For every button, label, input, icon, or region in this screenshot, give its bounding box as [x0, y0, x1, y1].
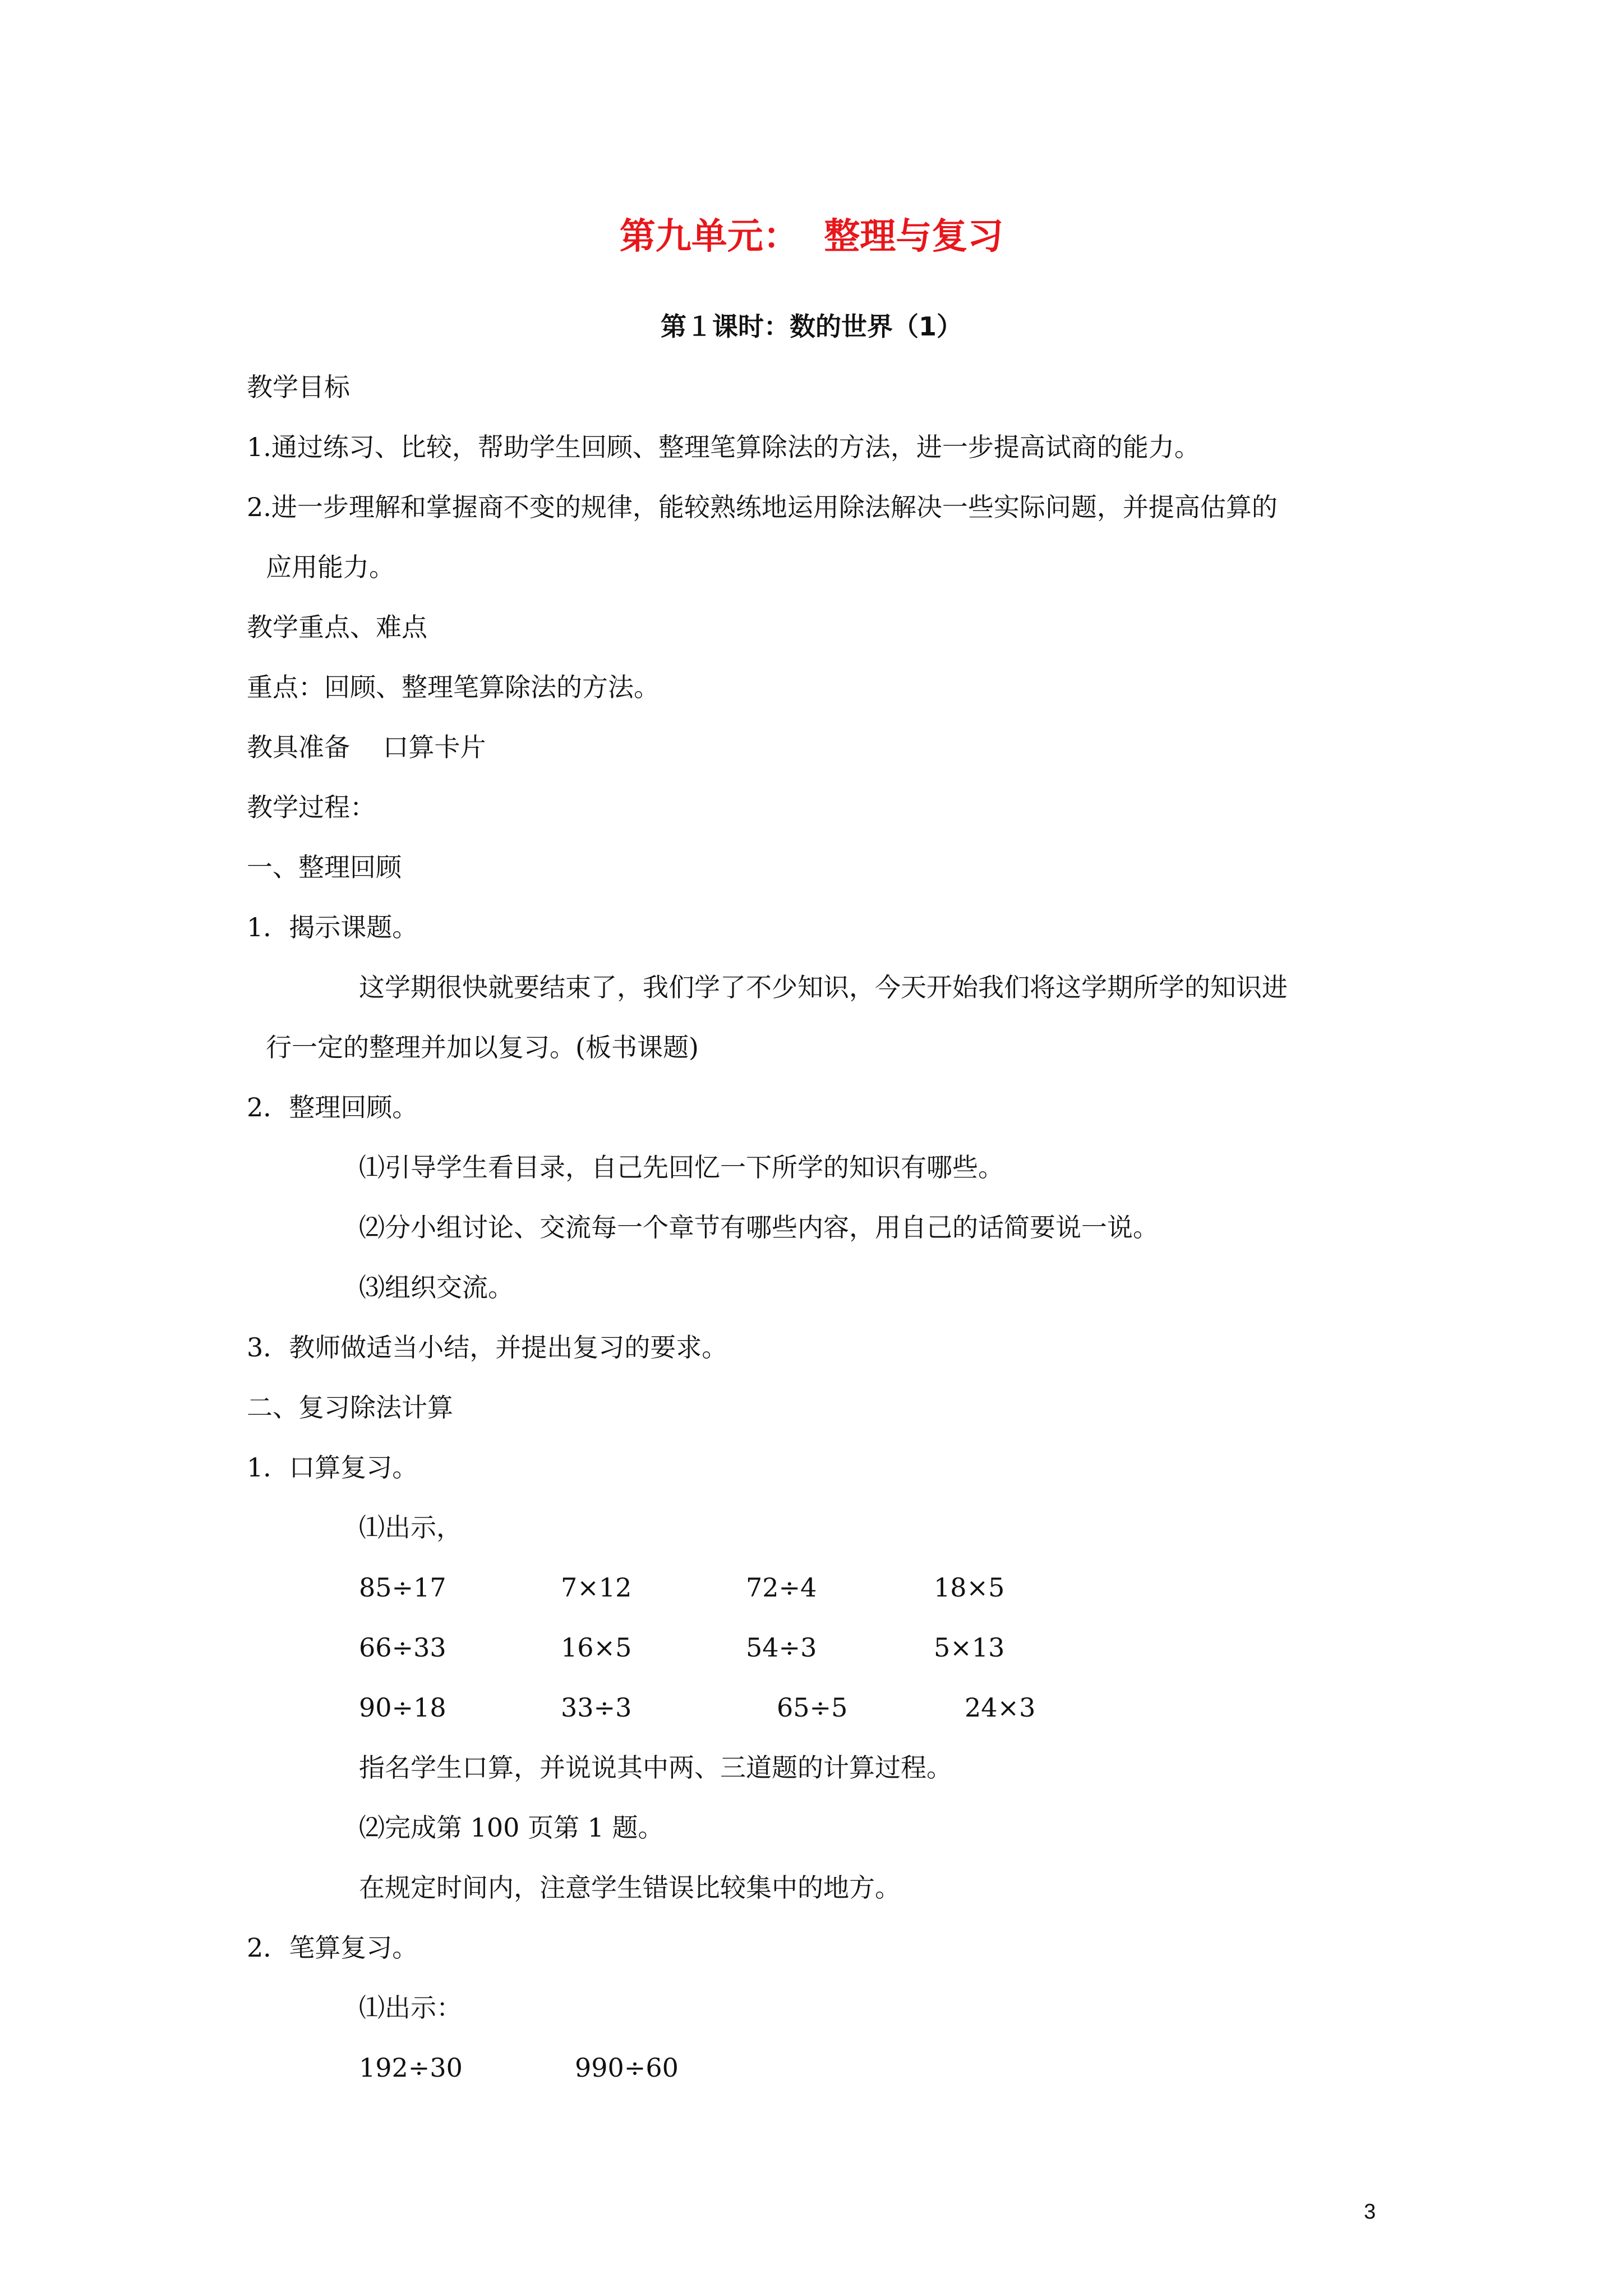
sub-step-3: ⑶组织交流。: [359, 1272, 514, 1303]
observe-note: 在规定时间内，注意学生错误比较集中的地方。: [359, 1872, 901, 1903]
paragraph-line-2: 行一定的整理并加以复习。(板书课题): [266, 1032, 699, 1062]
oral-calc-item: 90÷18: [359, 1692, 446, 1723]
step-1-2: 2．整理回顾。: [247, 1092, 418, 1122]
objectives-heading: 教学目标: [247, 372, 350, 402]
oral-calc-item: 72÷4: [746, 1572, 817, 1603]
show-exercises-1: ⑴出示，: [359, 1512, 462, 1543]
step-2-2: 2．笔算复习。: [247, 1932, 418, 1963]
oral-calc-item: 66÷33: [359, 1632, 446, 1663]
key-point: 重点：回顾、整理笔算除法的方法。: [247, 672, 660, 702]
section-heading-2: 二、复习除法计算: [247, 1392, 453, 1423]
oral-note: 指名学生口算，并说说其中两、三道题的计算过程。: [359, 1752, 952, 1783]
process-heading: 教学过程：: [247, 792, 376, 822]
oral-calc-item: 54÷3: [746, 1632, 817, 1663]
oral-calc-item: 18×5: [934, 1572, 1005, 1603]
written-calc-item: 990÷60: [575, 2053, 679, 2083]
oral-calc-item: 7×12: [561, 1572, 632, 1603]
oral-calc-item: 5×13: [934, 1632, 1005, 1663]
lesson-title: 第１课时：数的世界（1）: [660, 311, 962, 342]
show-exercises-2: ⑴出示：: [359, 1993, 462, 2023]
written-calc-item: 192÷30: [359, 2053, 463, 2083]
objective-1: 1.通过练习、比较，帮助学生回顾、整理笔算除法的方法，进一步提高试商的能力。: [247, 432, 1200, 462]
oral-calc-item: 24×3: [965, 1692, 1036, 1723]
oral-calc-item: 16×5: [561, 1632, 632, 1663]
objective-2-line-1: 2.进一步理解和掌握商不变的规律，能较熟练地运用除法解决一些实际问题，并提高估算的: [247, 492, 1278, 522]
oral-calc-item: 33÷3: [561, 1692, 632, 1723]
page-number: 3: [1364, 2200, 1376, 2224]
sub-step-1: ⑴引导学生看目录，自己先回忆一下所学的知识有哪些。: [359, 1152, 1004, 1182]
objective-2-line-2: 应用能力。: [266, 552, 395, 582]
oral-calc-item: 65÷5: [777, 1692, 848, 1723]
sub-step-2: ⑵分小组讨论、交流每一个章节有哪些内容，用自己的话简要说一说。: [359, 1212, 1159, 1243]
oral-calc-item: 85÷17: [359, 1572, 446, 1603]
step-2-1: 1．口算复习。: [247, 1452, 418, 1483]
page-title: 第九单元： 整理与复习: [619, 216, 1004, 257]
step-1-1: 1．揭示课题。: [247, 912, 418, 942]
teaching-aids: 教具准备 口算卡片: [247, 732, 486, 762]
step-1-3: 3．教师做适当小结，并提出复习的要求。: [247, 1332, 728, 1363]
paragraph-line-1: 这学期很快就要结束了，我们学了不少知识，今天开始我们将这学期所学的知识进: [359, 972, 1288, 1002]
section-heading-1: 一、整理回顾: [247, 852, 402, 882]
complete-exercise: ⑵完成第 100 页第 1 题。: [359, 1812, 664, 1843]
key-points-heading: 教学重点、难点: [247, 612, 427, 642]
